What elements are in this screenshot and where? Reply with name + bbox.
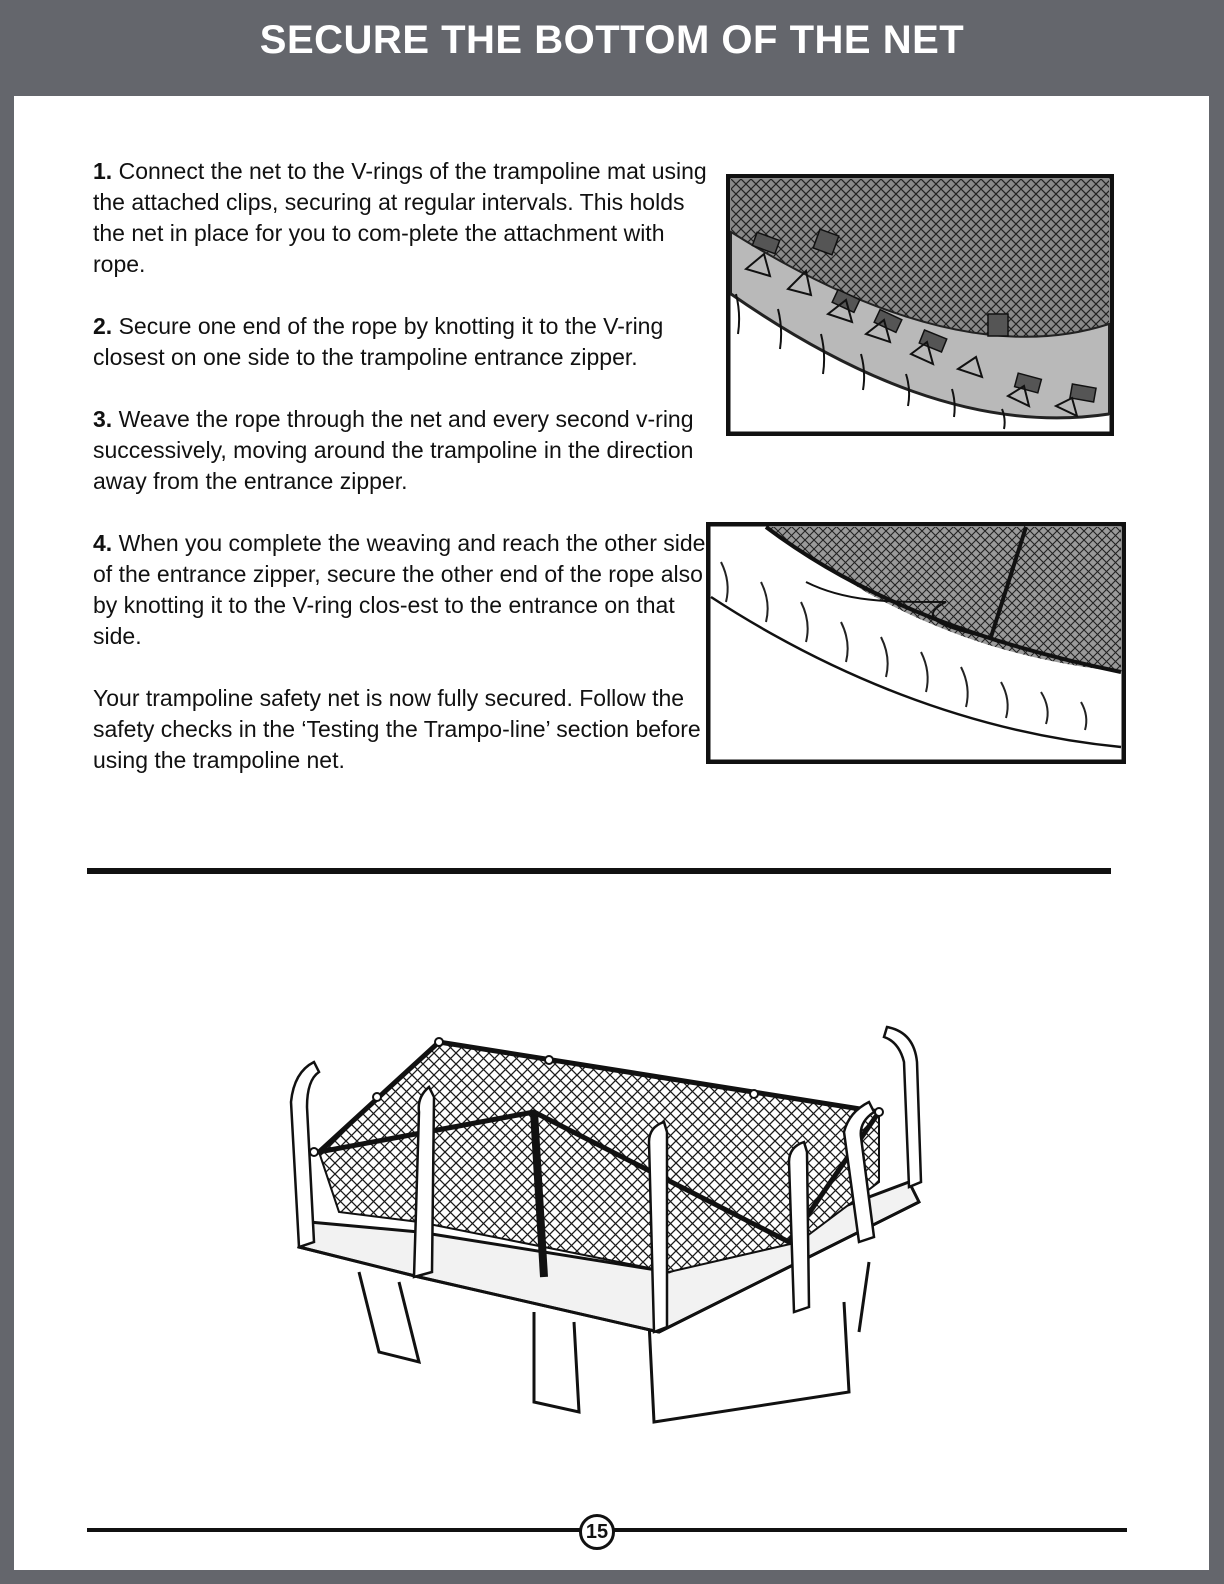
step-3 (93, 404, 713, 497)
step-1-text: Connect the net to the V-rings of the trampoline mat using the attached clips, securing at regular intervals. This holds the net in place for you to com-plete the attachment with rope. (93, 158, 707, 277)
step-2 (93, 311, 713, 373)
clip-attachment-illustration (726, 174, 1114, 436)
step-3-text: Weave the rope through the net and every second v-ring successively, moving around the trampoline in the direction away from the entrance zipper. (93, 406, 694, 494)
section-divider (87, 868, 1111, 874)
page-title: SECURE THE BOTTOM OF THE NET (259, 18, 965, 62)
trampoline-enclosure-illustration (269, 932, 929, 1432)
step-3-number: 3. (93, 406, 113, 432)
step-1-number: 1. (93, 158, 113, 184)
rope-weaving-illustration (706, 522, 1126, 764)
step-2-text: Secure one end of the rope by knotting it to the V-ring closest on one side to the trampoline entrance zipper. (93, 313, 664, 370)
step-4 (93, 528, 713, 652)
step-1 (93, 156, 713, 280)
closing-note: Your trampoline safety net is now fully secured. Follow the safety checks in the ‘Testing the Trampo-line’ section before using the trampoline net. (93, 685, 701, 773)
step-4-number: 4. (93, 530, 113, 556)
content-panel (14, 96, 1209, 1570)
step-2-number: 2. (93, 313, 113, 339)
page-number: 15 (579, 1514, 615, 1550)
instruction-steps (93, 156, 713, 807)
step-4-text: When you complete the weaving and reach the other side of the entrance zipper, secure the other end of the rope also by knotting it to the V-ring clos-est to the entrance on that side. (93, 530, 706, 649)
